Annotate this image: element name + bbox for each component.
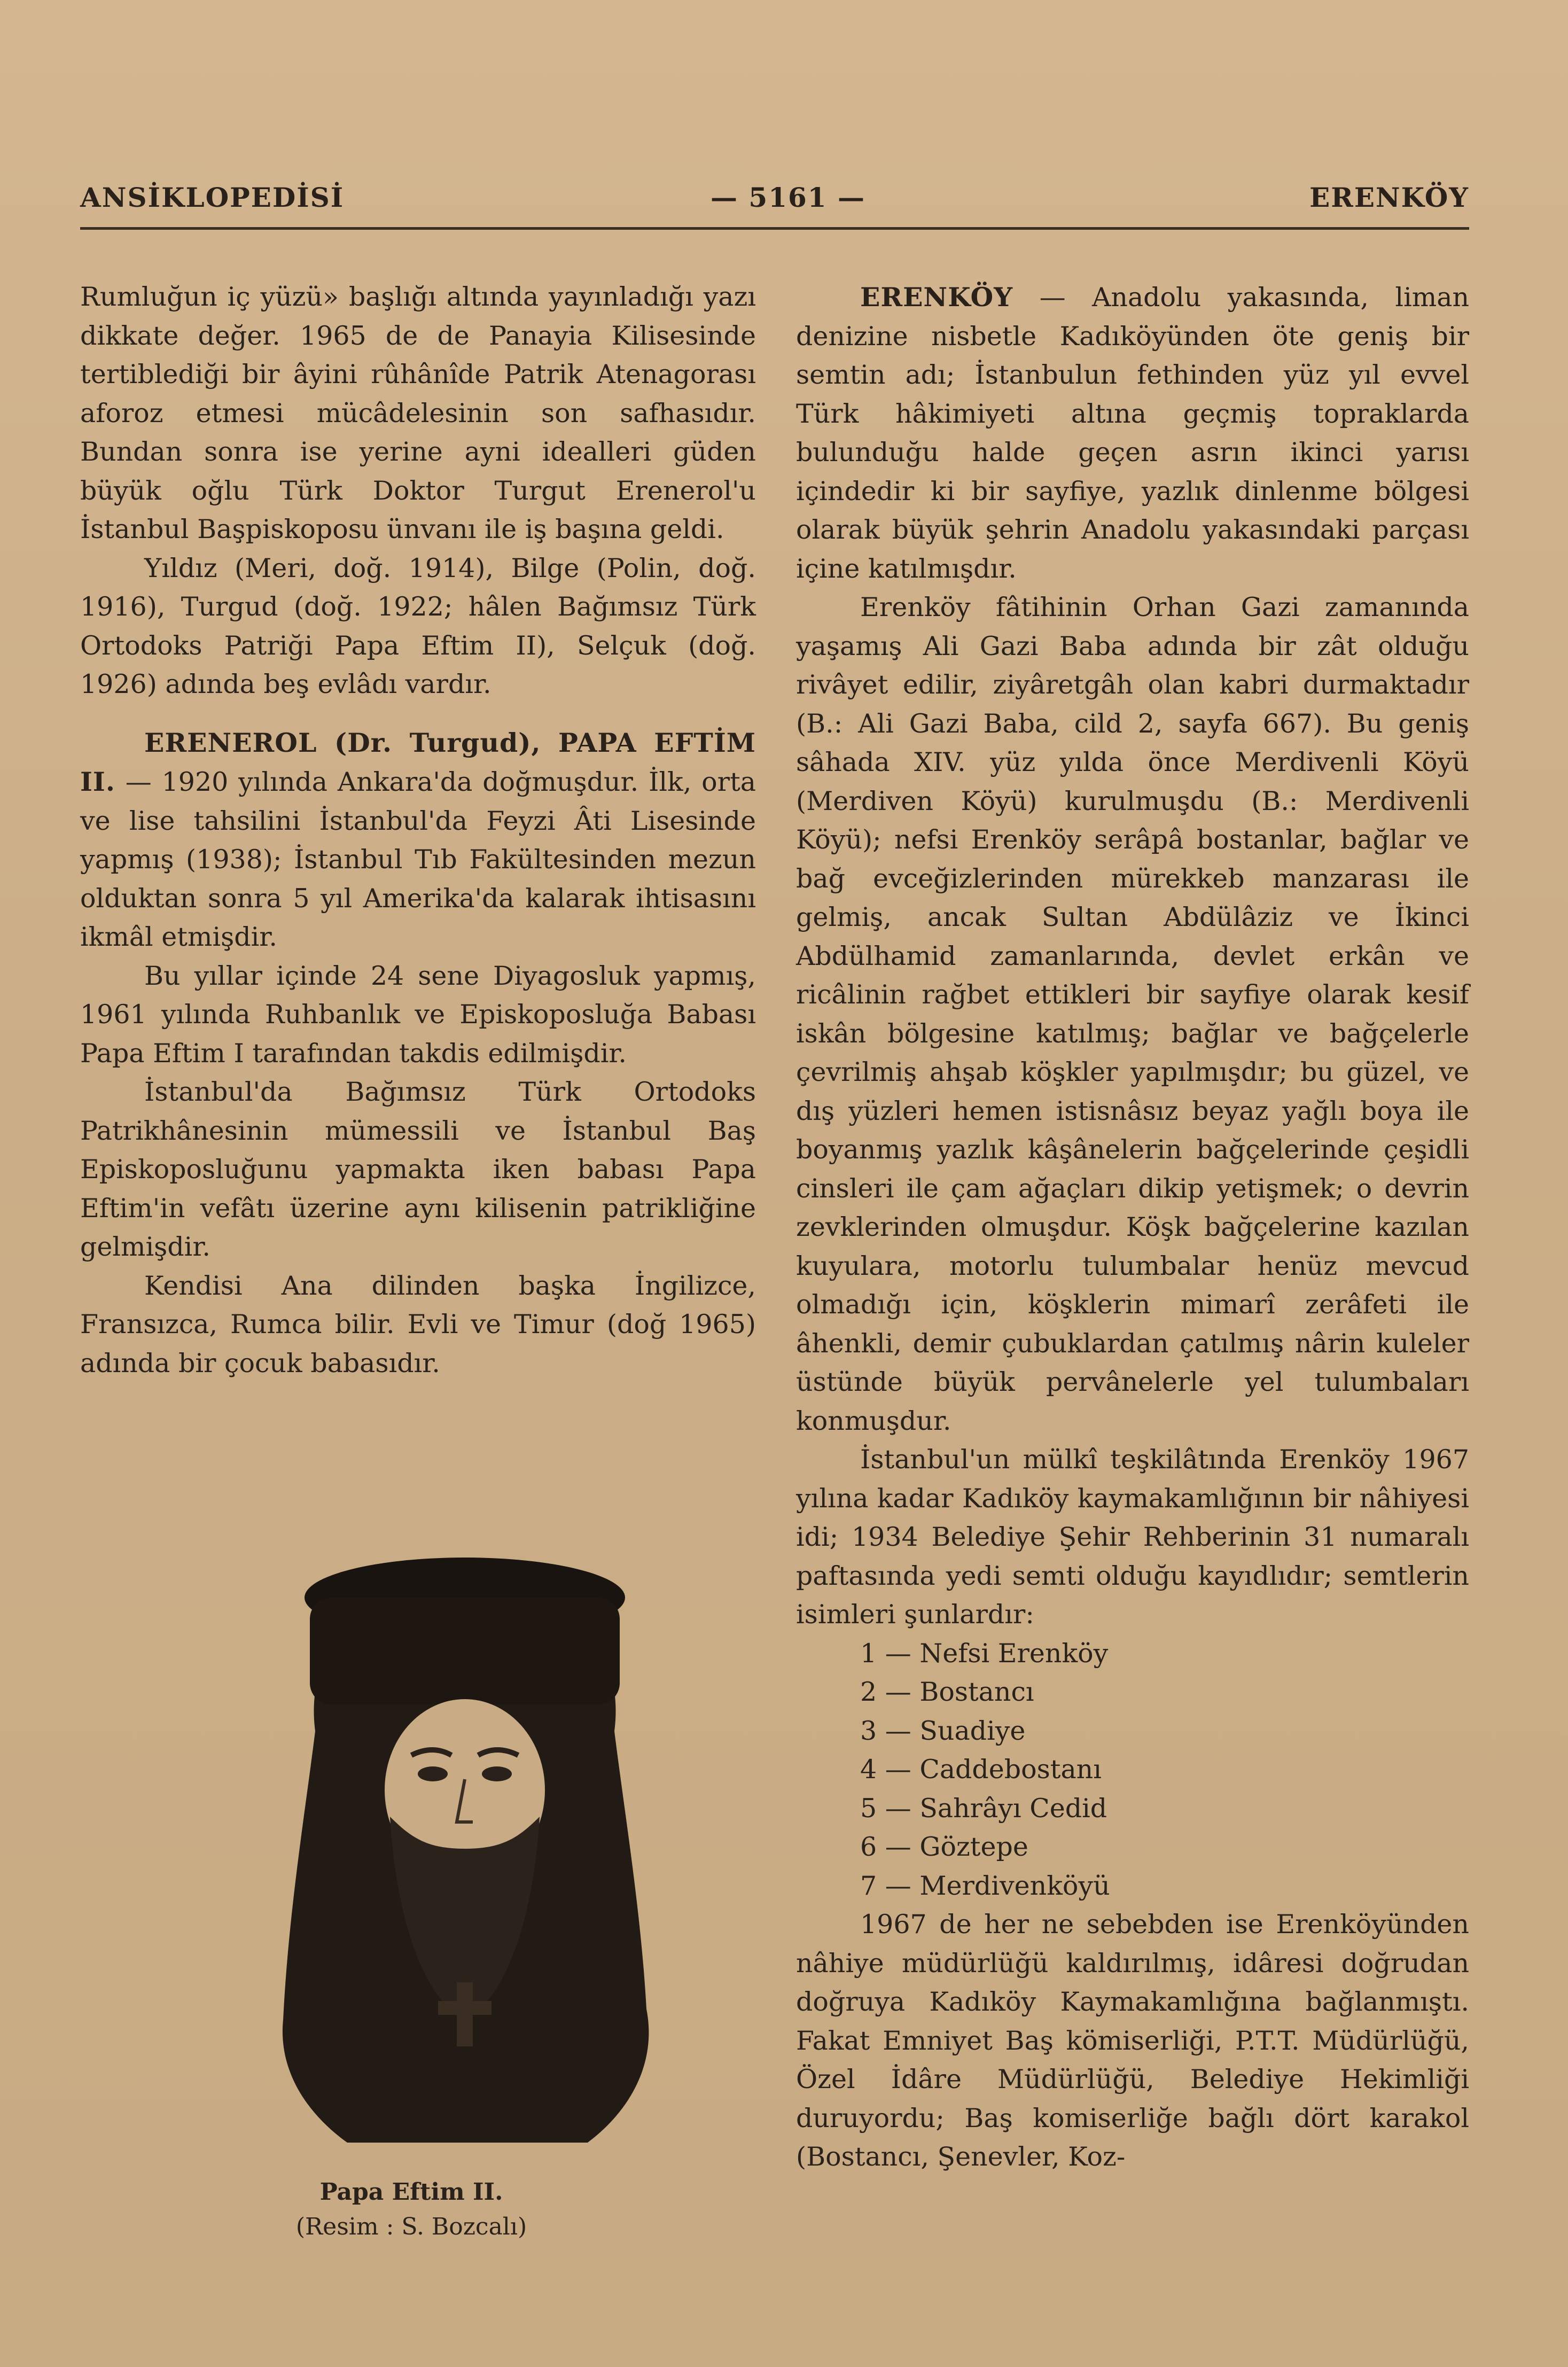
list-item: 4 — Caddebostanı — [860, 1754, 1102, 1785]
list-item: 5 — Sahrâyı Cedid — [860, 1793, 1107, 1824]
entry-paragraph — [80, 723, 756, 957]
spacer — [80, 704, 756, 723]
paragraph: Bu yıllar içinde 24 sene Diyagosluk yapmış, 1961 yılında Ruhbanlık ve Episkoposluğa Babası Papa Eftim I tarafından takdis edilmişdir. — [80, 960, 756, 1069]
figure-caption — [224, 2175, 598, 2244]
list-item: 6 — Göztepe — [860, 1832, 1028, 1862]
paragraph: İstanbul'un mülkî teşkilâtında Erenköy 1967 yılına kadar Kadıköy kaymakamlığının bir nâhiyesi idi; 1934 Belediye Şehir Rehberinin 31 numaralı paftasında yedi semti olduğu kayıdlıdır; semtlerin isimleri şunlardır: — [796, 1444, 1469, 1630]
header-right-title: ERENKÖY — [1309, 182, 1469, 213]
portrait-figure — [267, 1539, 662, 2148]
left-column — [80, 278, 756, 1383]
list-item: 2 — Bostancı — [860, 1677, 1034, 1707]
paragraph: Kendisi Ana dilinden başka İngilizce, Fransızca, Rumca bilir. Evli ve Timur (doğ 1965) adında bir çocuk babasıdır. — [80, 1270, 756, 1379]
list-item: 7 — Merdivenköyü — [860, 1870, 1110, 1901]
entry-text: — Anadolu yakasında, liman denizine nisbetle Kadıköyünden öte geniş bir semtin adı; İstanbulun fethinden yüz yıl evvel Türk hâkimiyeti altına geçmiş topraklarda bulunduğu halde geçen asrın ikinci yarısı içindedir ki bir sayfiye, yazlık dinlenme bölgesi olarak büyük şehrin Anadolu yakasındaki parçası içine katılmışdır. — [796, 282, 1469, 584]
entry-text: — 1920 yılında Ankara'da doğmuşdur. İlk, orta ve lise tahsilini İstanbul'da Feyzi Âti Lisesinde yapmış (1938); İstanbul Tıb Fakültesinden mezun olduktan sonra 5 yıl Amerika'da kalarak ihtisasını ikmâl etmişdir. — [80, 767, 756, 952]
list-item: 1 — Nefsi Erenköy — [860, 1638, 1109, 1669]
header-rule — [80, 227, 1469, 230]
page-number: — 5161 — — [711, 182, 865, 213]
entry-paragraph — [796, 278, 1469, 588]
district-list — [796, 1634, 1469, 1906]
entry-heading: ERENEROL (Dr. Turgud), PAPA EFTİM II. — [80, 727, 756, 797]
paragraph: Rumluğun iç yüzü» başlığı altında yayınladığı yazı dikkate değer. 1965 de de Panayia Kilisesinde tertiblediği bir âyini rûhânîde Patrik Atenagorası aforoz etmesi mücâdelesinin son safhasıdır. Bundan sonra ise yerine ayni idealleri güden büyük oğlu Türk Doktor Turgut Erenerol'u İstanbul Başpiskoposu ünvanı ile iş başına geldi. — [80, 282, 756, 544]
caption-title: Papa Eftim II. — [319, 2178, 503, 2206]
paragraph: İstanbul'da Bağımsız Türk Ortodoks Patrikhânesinin mümessili ve İstanbul Baş Episkoposluğunu yapmakta iken babası Papa Eftim'in vefâtı üzerine aynı kilisenin patrikliğine gelmişdir. — [80, 1077, 756, 1262]
paragraph: 1967 de her ne sebebden ise Erenköyünden nâhiye müdürlüğü kaldırılmış, idâresi doğrudan doğruya Kadıköy Kaymakamlığına bağlanmıştı. Fakat Emniyet Baş kömiserliği, P.T.T. Müdürlüğü, Özel İdâre Müdürlüğü, Belediye Hekimliği duruyordu; Baş komiserliğe bağlı dört karakol (Bostancı, Şenevler, Koz- — [796, 1909, 1469, 2172]
running-head — [80, 182, 1469, 224]
portrait-illustration — [267, 1539, 662, 2148]
paragraph: Yıldız (Meri, doğ. 1914), Bilge (Polin, doğ. 1916), Turgud (doğ. 1922; hâlen Bağımsız Türk Ortodoks Patriği Papa Eftim II), Selçuk (doğ. 1926) adında beş evlâdı vardır. — [80, 552, 756, 699]
header-left-title: ANSİKLOPEDİSİ — [80, 182, 345, 213]
paragraph: Erenköy fâtihinin Orhan Gazi zamanında yaşamış Ali Gazi Baba adında bir zât olduğu rivâyet edilir, ziyâretgâh olan kabri durmaktadır (B.: Ali Gazi Baba, cild 2, sayfa 667). Bu geniş sâhada XIV. yüz yılda önce Merdivenli Köyü (Merdiven Köyü) kurulmuşdu (B.: Merdivenli Köyü); nefsi Erenköy serâpâ bostanlar, bağlar ve bağ evceğizlerinden mürekkeb manzarası ile gelmiş, ancak Sultan Abdülâziz ve İkinci Abdülhamid zamanlarında, devlet erkân ve ricâlinin rağbet ettikleri bir sayfiye olarak kesif iskân bölgesine katılmış; bağlar ve bağçelerle çevrilmiş ahşab köşkler yapılmışdır; bu güzel, ve dış yüzleri hemen istisnâsız beyaz yağlı boya ile boyanmış yazlık kâşânelerin bağçelerinde çeşidli cinsleri ile çam ağaçları dikip yetişmek; o devrin zevklerinden olmuşdur. Köşk bağçelerine kazılan kuyulara, motorlu tulumbalar henüz mevcud olmadığı için, köşklerin mimarî zerâfeti ile âhenkli, demir çubuklardan çatılmış nârin kuleler üstünde büyük pervânelerle yel tulumbaları konmuşdur. — [796, 592, 1469, 1436]
list-item: 3 — Suadiye — [860, 1715, 1026, 1746]
caption-credit: (Resim : S. Bozcalı) — [295, 2213, 527, 2240]
right-column — [796, 278, 1469, 2177]
entry-heading: ERENKÖY — [860, 282, 1013, 313]
